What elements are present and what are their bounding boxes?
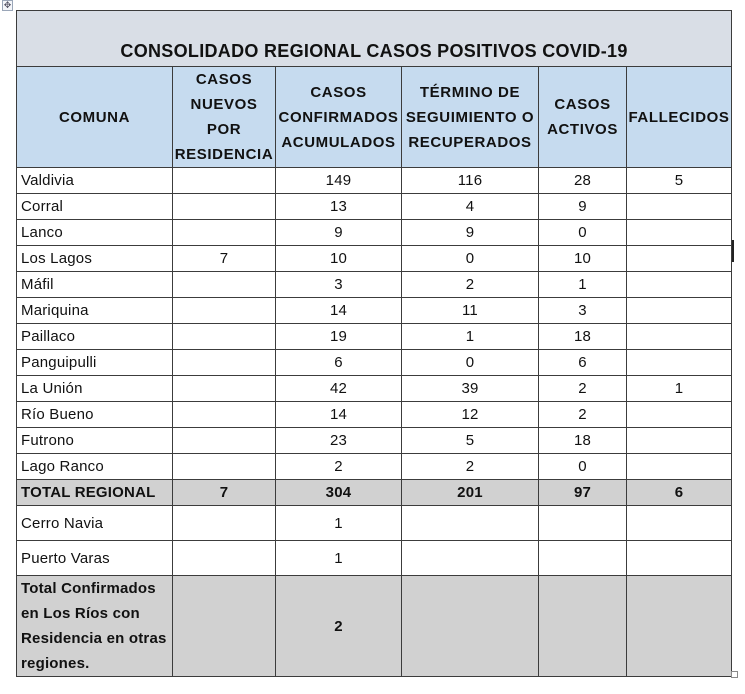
cell-nuevos[interactable]: [173, 272, 276, 298]
cell-comuna[interactable]: Cerro Navia: [17, 506, 173, 541]
footer-label-line: en Los Ríos con: [21, 605, 140, 622]
header-casos-nuevos[interactable]: [173, 67, 276, 168]
header-line: NUEVOS: [190, 96, 258, 113]
footer-label-line: Total Confirmados: [21, 580, 156, 597]
table-row: [17, 376, 732, 402]
table-row: [17, 298, 732, 324]
cell-comuna[interactable]: Lanco: [17, 220, 173, 246]
cell-recuperados[interactable]: 2: [402, 454, 539, 480]
table-resize-handle-icon[interactable]: [731, 671, 738, 678]
cell-activos[interactable]: [539, 541, 627, 576]
header-line: ACUMULADOS: [281, 133, 396, 151]
total-fallecidos[interactable]: 6: [627, 480, 732, 506]
cell-nuevos[interactable]: [173, 506, 276, 541]
cell-comuna[interactable]: Máfil: [17, 272, 173, 298]
table-row: [17, 428, 732, 454]
total-recuperados[interactable]: 201: [402, 480, 539, 506]
cell-confirmados[interactable]: 1: [276, 541, 402, 576]
total-confirmados[interactable]: 304: [276, 480, 402, 506]
cell-recuperados[interactable]: 1: [402, 324, 539, 350]
cell-fallecidos[interactable]: 5: [627, 168, 732, 194]
cell-recuperados[interactable]: 4: [402, 194, 539, 220]
extra-row: [17, 541, 732, 576]
cell-nuevos[interactable]: [173, 220, 276, 246]
cell-confirmados[interactable]: 14: [276, 298, 402, 324]
cell-confirmados[interactable]: 13: [276, 194, 402, 220]
cell-confirmados[interactable]: 19: [276, 324, 402, 350]
cell-recuperados[interactable]: 39: [402, 376, 539, 402]
cell-confirmados[interactable]: 42: [276, 376, 402, 402]
cell-nuevos[interactable]: [173, 541, 276, 576]
table-row: [17, 350, 732, 376]
header-line: CASOS: [310, 83, 367, 101]
cell-fallecidos[interactable]: [627, 541, 732, 576]
cell-recuperados[interactable]: [402, 541, 539, 576]
cell-fallecidos[interactable]: [627, 220, 732, 246]
text-cursor: [732, 240, 734, 262]
header-fallecidos[interactable]: [627, 67, 732, 168]
cell-confirmados[interactable]: 6: [276, 350, 402, 376]
header-line: FALLECIDOS: [628, 108, 730, 126]
cell-fallecidos[interactable]: [627, 454, 732, 480]
cell-recuperados[interactable]: 5: [402, 428, 539, 454]
cell-confirmados[interactable]: 1: [276, 506, 402, 541]
table-move-handle-icon[interactable]: ✥: [3, 0, 12, 10]
header-line: ACTIVOS: [547, 121, 618, 138]
header-line: COMUNA: [58, 108, 131, 126]
cell-activos[interactable]: 18: [539, 324, 627, 350]
cell-activos[interactable]: 18: [539, 428, 627, 454]
title-row: [17, 11, 732, 67]
cell-recuperados[interactable]: 0: [402, 350, 539, 376]
cell-recuperados[interactable]: 11: [402, 298, 539, 324]
cell-nuevos[interactable]: [173, 194, 276, 220]
cell-activos[interactable]: 0: [539, 454, 627, 480]
cell-recuperados[interactable]: 116: [402, 168, 539, 194]
covid-cases-table: [16, 10, 732, 677]
cell-activos[interactable]: 2: [539, 402, 627, 428]
cell-activos[interactable]: 0: [539, 220, 627, 246]
cell-nuevos[interactable]: [173, 350, 276, 376]
cell-comuna[interactable]: Los Lagos: [17, 246, 173, 272]
cell-fallecidos[interactable]: [627, 402, 732, 428]
cell-comuna[interactable]: Panguipulli: [17, 350, 173, 376]
cell-activos[interactable]: 10: [539, 246, 627, 272]
extra-row: [17, 506, 732, 541]
footer-label-line: Residencia en otras: [21, 630, 167, 647]
cell-fallecidos[interactable]: [627, 246, 732, 272]
footer-fallecidos[interactable]: [627, 576, 732, 677]
cell-nuevos[interactable]: [173, 454, 276, 480]
cell-confirmados[interactable]: 14: [276, 402, 402, 428]
cell-confirmados[interactable]: 2: [276, 454, 402, 480]
table-row: [17, 194, 732, 220]
cell-fallecidos[interactable]: [627, 506, 732, 541]
total-nuevos[interactable]: 7: [173, 480, 276, 506]
cell-activos[interactable]: 3: [539, 298, 627, 324]
cell-fallecidos[interactable]: [627, 350, 732, 376]
cell-confirmados[interactable]: 9: [276, 220, 402, 246]
total-row: [17, 480, 732, 506]
cell-nuevos[interactable]: [173, 402, 276, 428]
cell-activos[interactable]: 9: [539, 194, 627, 220]
footer-activos[interactable]: [539, 576, 627, 677]
cell-nuevos[interactable]: [173, 428, 276, 454]
cell-activos[interactable]: 1: [539, 272, 627, 298]
table-row: [17, 168, 732, 194]
cell-recuperados[interactable]: 0: [402, 246, 539, 272]
cell-nuevos[interactable]: [173, 298, 276, 324]
cell-nuevos[interactable]: [173, 376, 276, 402]
table-row: [17, 324, 732, 350]
header-termino-seguimiento[interactable]: [402, 67, 539, 168]
cell-comuna[interactable]: La Unión: [17, 376, 173, 402]
cell-confirmados[interactable]: 10: [276, 246, 402, 272]
cell-fallecidos[interactable]: 1: [627, 376, 732, 402]
header-line: CASOS: [554, 96, 611, 113]
footer-confirmados[interactable]: 2: [276, 576, 402, 677]
footer-row: [17, 576, 732, 677]
header-casos-confirmados[interactable]: [276, 67, 402, 168]
header-line: CASOS: [195, 71, 253, 88]
table-row: [17, 220, 732, 246]
header-line: RECUPERADOS: [408, 133, 532, 151]
cell-activos[interactable]: 6: [539, 350, 627, 376]
cell-comuna[interactable]: Lago Ranco: [17, 454, 173, 480]
cell-confirmados[interactable]: 23: [276, 428, 402, 454]
header-line: TÉRMINO DE: [419, 83, 521, 101]
cell-recuperados[interactable]: [402, 506, 539, 541]
cell-comuna[interactable]: Puerto Varas: [17, 541, 173, 576]
table-row: [17, 402, 732, 428]
total-activos[interactable]: 97: [539, 480, 627, 506]
table-title[interactable]: CONSOLIDADO REGIONAL CASOS POSITIVOS COVID-19: [17, 11, 732, 67]
cell-activos[interactable]: 28: [539, 168, 627, 194]
header-comuna[interactable]: [17, 67, 173, 168]
table-row: [17, 246, 732, 272]
cell-confirmados[interactable]: 3: [276, 272, 402, 298]
cell-confirmados[interactable]: 149: [276, 168, 402, 194]
cell-recuperados[interactable]: 9: [402, 220, 539, 246]
cell-comuna[interactable]: Paillaco: [17, 324, 173, 350]
cell-comuna[interactable]: Río Bueno: [17, 402, 173, 428]
table-row: [17, 272, 732, 298]
cell-nuevos[interactable]: 7: [173, 246, 276, 272]
cell-recuperados[interactable]: 12: [402, 402, 539, 428]
cell-comuna[interactable]: Futrono: [17, 428, 173, 454]
cell-fallecidos[interactable]: [627, 428, 732, 454]
cell-comuna[interactable]: Corral: [17, 194, 173, 220]
header-line: SEGUIMIENTO O: [405, 108, 535, 126]
header-line: CONFIRMADOS: [278, 108, 399, 126]
header-line: POR: [206, 121, 242, 138]
footer-label[interactable]: [17, 576, 173, 677]
cell-comuna[interactable]: Mariquina: [17, 298, 173, 324]
cell-activos[interactable]: 2: [539, 376, 627, 402]
table-row: [17, 454, 732, 480]
cell-fallecidos[interactable]: [627, 194, 732, 220]
cell-comuna[interactable]: Valdivia: [17, 168, 173, 194]
cell-fallecidos[interactable]: [627, 324, 732, 350]
footer-nuevos[interactable]: [173, 576, 276, 677]
footer-recuperados[interactable]: [402, 576, 539, 677]
cell-nuevos[interactable]: [173, 168, 276, 194]
footer-label-line: regiones.: [21, 655, 90, 672]
header-line: RESIDENCIA: [174, 146, 274, 163]
cell-activos[interactable]: [539, 506, 627, 541]
header-casos-activos[interactable]: [539, 67, 627, 168]
cell-recuperados[interactable]: 2: [402, 272, 539, 298]
header-row: [17, 67, 732, 168]
cell-fallecidos[interactable]: [627, 272, 732, 298]
total-label[interactable]: TOTAL REGIONAL: [17, 480, 173, 506]
cell-nuevos[interactable]: [173, 324, 276, 350]
cell-fallecidos[interactable]: [627, 298, 732, 324]
